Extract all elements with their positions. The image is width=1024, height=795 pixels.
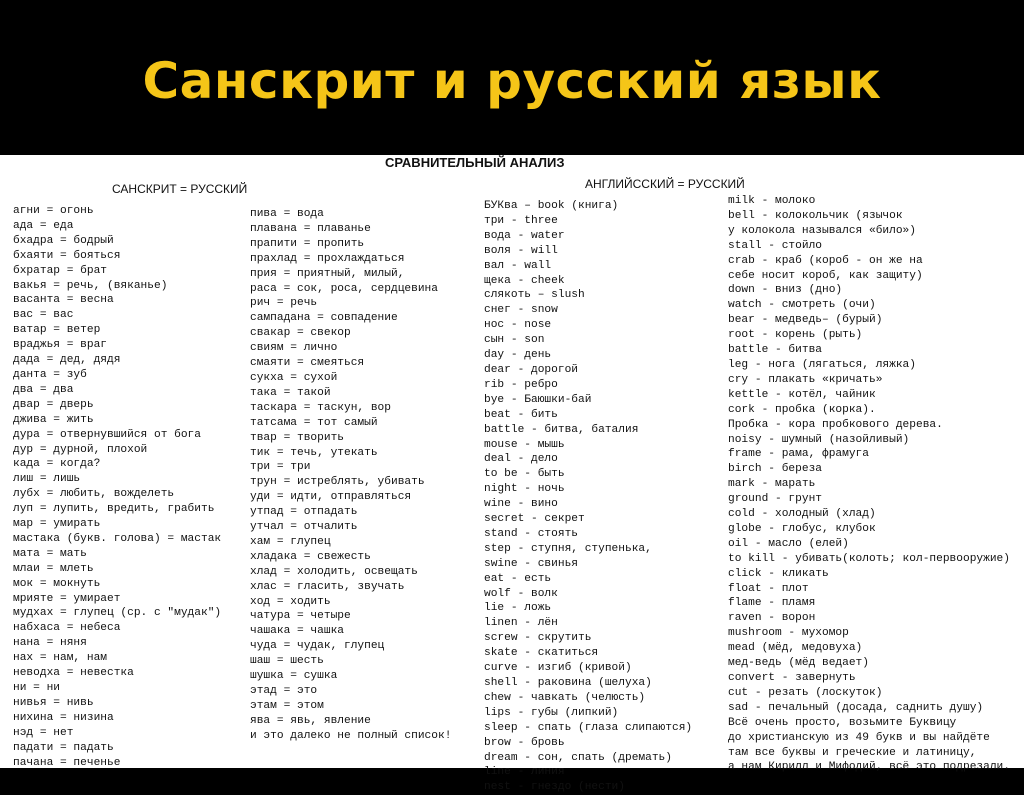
word-pair-line: root - корень (рыть) [728, 329, 863, 342]
word-pair-line: уди = идти, отправляться [250, 491, 412, 504]
word-pair-line: хлас = гласить, звучать [250, 580, 405, 593]
word-pair-line: нэд = нет [13, 726, 74, 739]
word-pair-line: lips - губы (липкий) [484, 706, 619, 719]
word-pair-line: ground - грунт [728, 493, 822, 506]
word-pair-line: milk - молоко [728, 195, 816, 207]
word-pair-line: secret - секрет [484, 513, 585, 526]
word-pair-line: down - вниз (дно) [728, 284, 843, 297]
word-pair-line: мрияте = умирает [13, 592, 121, 605]
word-pair-line: mead (мёд, медовуха) [728, 642, 863, 655]
word-pair-line: мок = мокнуть [13, 577, 101, 590]
word-pair-line: свиям = лично [250, 342, 338, 355]
word-pair-line: джива = жить [13, 413, 94, 426]
sanskrit-column-2 [250, 207, 451, 744]
word-pair-line: трун = истреблять, убивать [250, 476, 425, 489]
word-pair-line: БУКва – book (книга) [484, 200, 619, 212]
word-pair-line: battle - битва, баталия [484, 423, 639, 436]
word-pair-line: мар = умирать [13, 518, 101, 531]
word-pair-line: пачана = печенье [13, 756, 121, 769]
word-pair-line: вода - water [484, 229, 565, 242]
word-pair-line: stand - стоять [484, 527, 578, 540]
word-pair-line: battle - битва [728, 344, 822, 357]
word-pair-line: birch - береза [728, 463, 822, 476]
word-pair-line: дур = дурной, плохой [13, 443, 148, 456]
word-pair-line: lie - ложь [484, 602, 552, 615]
word-pair-line: нивья = нивь [13, 696, 94, 709]
word-pair-line: watch - смотреть (очи) [728, 299, 876, 312]
word-pair-line: и это далеко не полный список! [250, 729, 452, 742]
word-pair-line: прахлад = прохлаждаться [250, 252, 405, 265]
word-pair-line: вакья = речь, (вяканье) [13, 279, 168, 292]
english-russian-heading: АНГЛИЙССКИЙ = РУССКИЙ [585, 177, 745, 191]
word-pair-line: хладака = свежесть [250, 550, 371, 563]
word-pair-line: click - кликать [728, 567, 829, 580]
word-pair-line: враджья = враг [13, 339, 107, 352]
word-pair-line: kettle - котёл, чайник [728, 388, 876, 401]
word-pair-line: float - плот [728, 582, 809, 595]
sanskrit-russian-heading: САНСКРИТ = РУССКИЙ [112, 182, 248, 196]
word-pair-line: linen - лён [484, 617, 558, 630]
word-pair-line: chew - чавкать (челюсть) [484, 691, 646, 704]
comparison-sheet [0, 155, 1024, 794]
word-pair-line: чуда = чудак, глупец [250, 640, 385, 653]
word-pair-line: плавана = плаванье [250, 222, 371, 235]
word-pair-line: щека - cheek [484, 274, 565, 287]
word-pair-line: нана = няня [13, 637, 87, 650]
english-column-1 [484, 199, 692, 795]
word-pair-line: line - линия [484, 766, 565, 779]
word-pair-line: два = два [13, 383, 74, 396]
word-pair-line: to be - быть [484, 468, 565, 481]
word-pair-line: млаи = млеть [13, 562, 94, 575]
word-pair-line: raven - ворон [728, 612, 816, 625]
word-pair-line: бхратар = брат [13, 264, 107, 277]
word-pair-line: агни = огонь [13, 205, 94, 217]
word-pair-line: cry - плакать «кричать» [728, 373, 883, 386]
word-pair-line: прия = приятный, милый, [250, 267, 405, 280]
word-pair-line: чатура = четыре [250, 610, 351, 623]
word-pair-line: прапити = пропить [250, 237, 365, 250]
word-pair-line: три - three [484, 214, 558, 227]
word-pair-line: така = такой [250, 386, 331, 399]
word-pair-line: лубх = любить, вожделеть [13, 488, 175, 501]
word-pair-line: рич = речь [250, 297, 318, 310]
word-pair-line: cold - холодный (хлад) [728, 508, 876, 521]
word-pair-line: dream - сон, спать (дремать) [484, 751, 672, 764]
word-pair-line: sad - печальный (досада, саднить душу) [728, 701, 984, 714]
sanskrit-column-1 [13, 204, 221, 770]
word-pair-line: воля - will [484, 244, 558, 257]
word-pair-line: bear - медведь– (бурый) [728, 314, 883, 327]
word-pair-line: када = когда? [13, 458, 101, 471]
word-pair-line: ватар = ветер [13, 324, 101, 337]
word-pair-line: утчал = отчалить [250, 521, 358, 534]
word-pair-line: хам = глупец [250, 535, 331, 548]
word-pair-line: татсама = тот самый [250, 416, 378, 429]
word-pair-line: Всё очень просто, возьмите Буквицу [728, 716, 957, 729]
comparative-analysis-heading: СРАВНИТЕЛЬНЫЙ АНАЛИЗ [385, 155, 565, 170]
word-pair-line: eat - есть [484, 572, 552, 585]
word-pair-line: rib - ребро [484, 378, 558, 391]
word-pair-line: этам = этом [250, 699, 324, 712]
word-pair-line: слякоть – slush [484, 289, 585, 302]
word-pair-line: там все буквы и греческие и латиницу, [728, 746, 977, 759]
word-pair-line: снег - snow [484, 304, 558, 317]
word-pair-line: brow - бровь [484, 736, 565, 749]
word-pair-line: тик = течь, утекать [250, 446, 378, 459]
word-pair-line: wolf - волк [484, 587, 558, 600]
word-pair-line: мата = мать [13, 547, 87, 560]
word-pair-line: себе носит короб, как защиту) [728, 269, 923, 282]
word-pair-line: сампадана = совпадение [250, 312, 398, 325]
word-pair-line: сын - son [484, 334, 545, 347]
word-pair-line: шаш = шесть [250, 655, 324, 668]
word-pair-line: ада = еда [13, 219, 74, 232]
word-pair-line: бхадра = бодрый [13, 234, 114, 247]
word-pair-line: неводха = невестка [13, 667, 134, 680]
word-pair-line: curve - изгиб (кривой) [484, 662, 632, 675]
word-pair-line: а нам Кирилл и Мифодий, всё это подрезали. [728, 761, 1010, 774]
word-pair-line: frame - рама, фрамуга [728, 448, 869, 461]
word-pair-line: Пробка - кора пробкового дерева. [728, 418, 943, 431]
word-pair-line: свакар = свекор [250, 327, 351, 340]
word-pair-line: чашака = чашка [250, 625, 344, 638]
word-pair-line: step - ступня, ступенька, [484, 542, 652, 555]
word-pair-line: таскара = таскун, вор [250, 401, 391, 414]
word-pair-line: mouse - мышь [484, 438, 565, 451]
word-pair-line: данта = зуб [13, 368, 87, 381]
word-pair-line: convert - завернуть [728, 672, 856, 684]
word-pair-line: day - день [484, 349, 552, 362]
word-pair-line: до христианскую из 49 букв и вы найдёте [728, 731, 990, 744]
word-pair-line: падати = падать [13, 741, 114, 754]
word-pair-line: утпад = отпадать [250, 506, 358, 519]
word-pair-line: двар = дверь [13, 398, 94, 411]
word-pair-line: мастака (букв. голова) = мастак [13, 532, 222, 545]
word-pair-line: пива = вода [250, 208, 324, 220]
word-pair-line: этад = это [250, 685, 318, 697]
word-pair-line: beat - бить [484, 408, 558, 421]
word-pair-line: дура = отвернувшийся от бога [13, 428, 201, 441]
word-pair-line: cork - пробка (корка). [728, 403, 876, 416]
word-pair-line: stall - стойло [728, 239, 822, 252]
word-pair-line: раса = сок, роса, сердцевина [250, 282, 438, 295]
word-pair-line: cut - резать (лоскуток) [728, 686, 883, 699]
word-pair-line: bell - колокольчик (язычок [728, 209, 903, 222]
word-pair-line: flame - пламя [728, 597, 816, 610]
word-pair-line: noisy - шумный (назойливый) [728, 433, 910, 446]
word-pair-line: leg - нога (лягаться, ляжка) [728, 358, 916, 371]
word-pair-line: лиш = лишь [13, 473, 81, 486]
word-pair-line: мудхах = глупец (ср. с "мудак") [13, 607, 222, 620]
word-pair-line: night - ночь [484, 483, 565, 496]
word-pair-line: skate - скатиться [484, 647, 599, 660]
word-pair-line: сукха = сухой [250, 371, 338, 384]
word-pair-line: screw - скрутить [484, 632, 592, 645]
word-pair-line: смаяти = смеяться [250, 357, 365, 370]
word-pair-line: oil - масло (елей) [728, 537, 849, 550]
word-pair-line: ява = явь, явление [250, 714, 371, 727]
word-pair-line: шушка = сушка [250, 670, 338, 683]
word-pair-line: nest - гнездо (нести) [484, 781, 625, 794]
word-pair-line: нах = нам, нам [13, 652, 107, 665]
word-pair-line: shell - раковина (шелуха) [484, 677, 652, 689]
word-pair-line: to kill - убивать(колоть; кол-первооружие) [728, 552, 1010, 565]
word-pair-line: набхаса = небеса [13, 622, 121, 635]
word-pair-line: бхаяти = бояться [13, 249, 121, 262]
word-pair-line: вал - wall [484, 259, 552, 272]
slide-title: Санскрит и русский язык [142, 52, 882, 110]
word-pair-line: dear - дорогой [484, 363, 578, 376]
word-pair-line: swine - свинья [484, 557, 578, 570]
word-pair-line: crab - краб (короб - он же на [728, 254, 923, 267]
slide-header [0, 0, 1024, 155]
word-pair-line: вас = вас [13, 309, 74, 322]
english-column-2 [728, 194, 1010, 775]
word-pair-line: mushroom - мухомор [728, 627, 849, 640]
word-pair-line: у колокола назывался «било») [728, 224, 916, 237]
word-pair-line: bye - Баюшки-бай [484, 393, 592, 406]
word-pair-line: хлад = холодить, освещать [250, 565, 418, 578]
word-pair-line: globe - глобус, клубок [728, 522, 876, 535]
word-pair-line: ни = ни [13, 682, 60, 694]
word-pair-line: луп = лупить, вредить, грабить [13, 503, 215, 516]
word-pair-line: мед-ведь (мёд ведает) [728, 657, 869, 670]
word-pair-line: нихина = низина [13, 711, 114, 724]
word-pair-line: твар = творить [250, 431, 344, 444]
word-pair-line: wine - вино [484, 498, 558, 511]
word-pair-line: три = три [250, 461, 311, 474]
word-pair-line: нос - nose [484, 319, 552, 332]
word-pair-line: deal - дело [484, 453, 558, 466]
word-pair-line: васанта = весна [13, 294, 114, 307]
word-pair-line: дада = дед, дядя [13, 354, 121, 367]
word-pair-line: mark - марать [728, 478, 816, 491]
word-pair-line: ход = ходить [250, 595, 331, 608]
word-pair-line: sleep - спать (глаза слипаются) [484, 721, 693, 734]
